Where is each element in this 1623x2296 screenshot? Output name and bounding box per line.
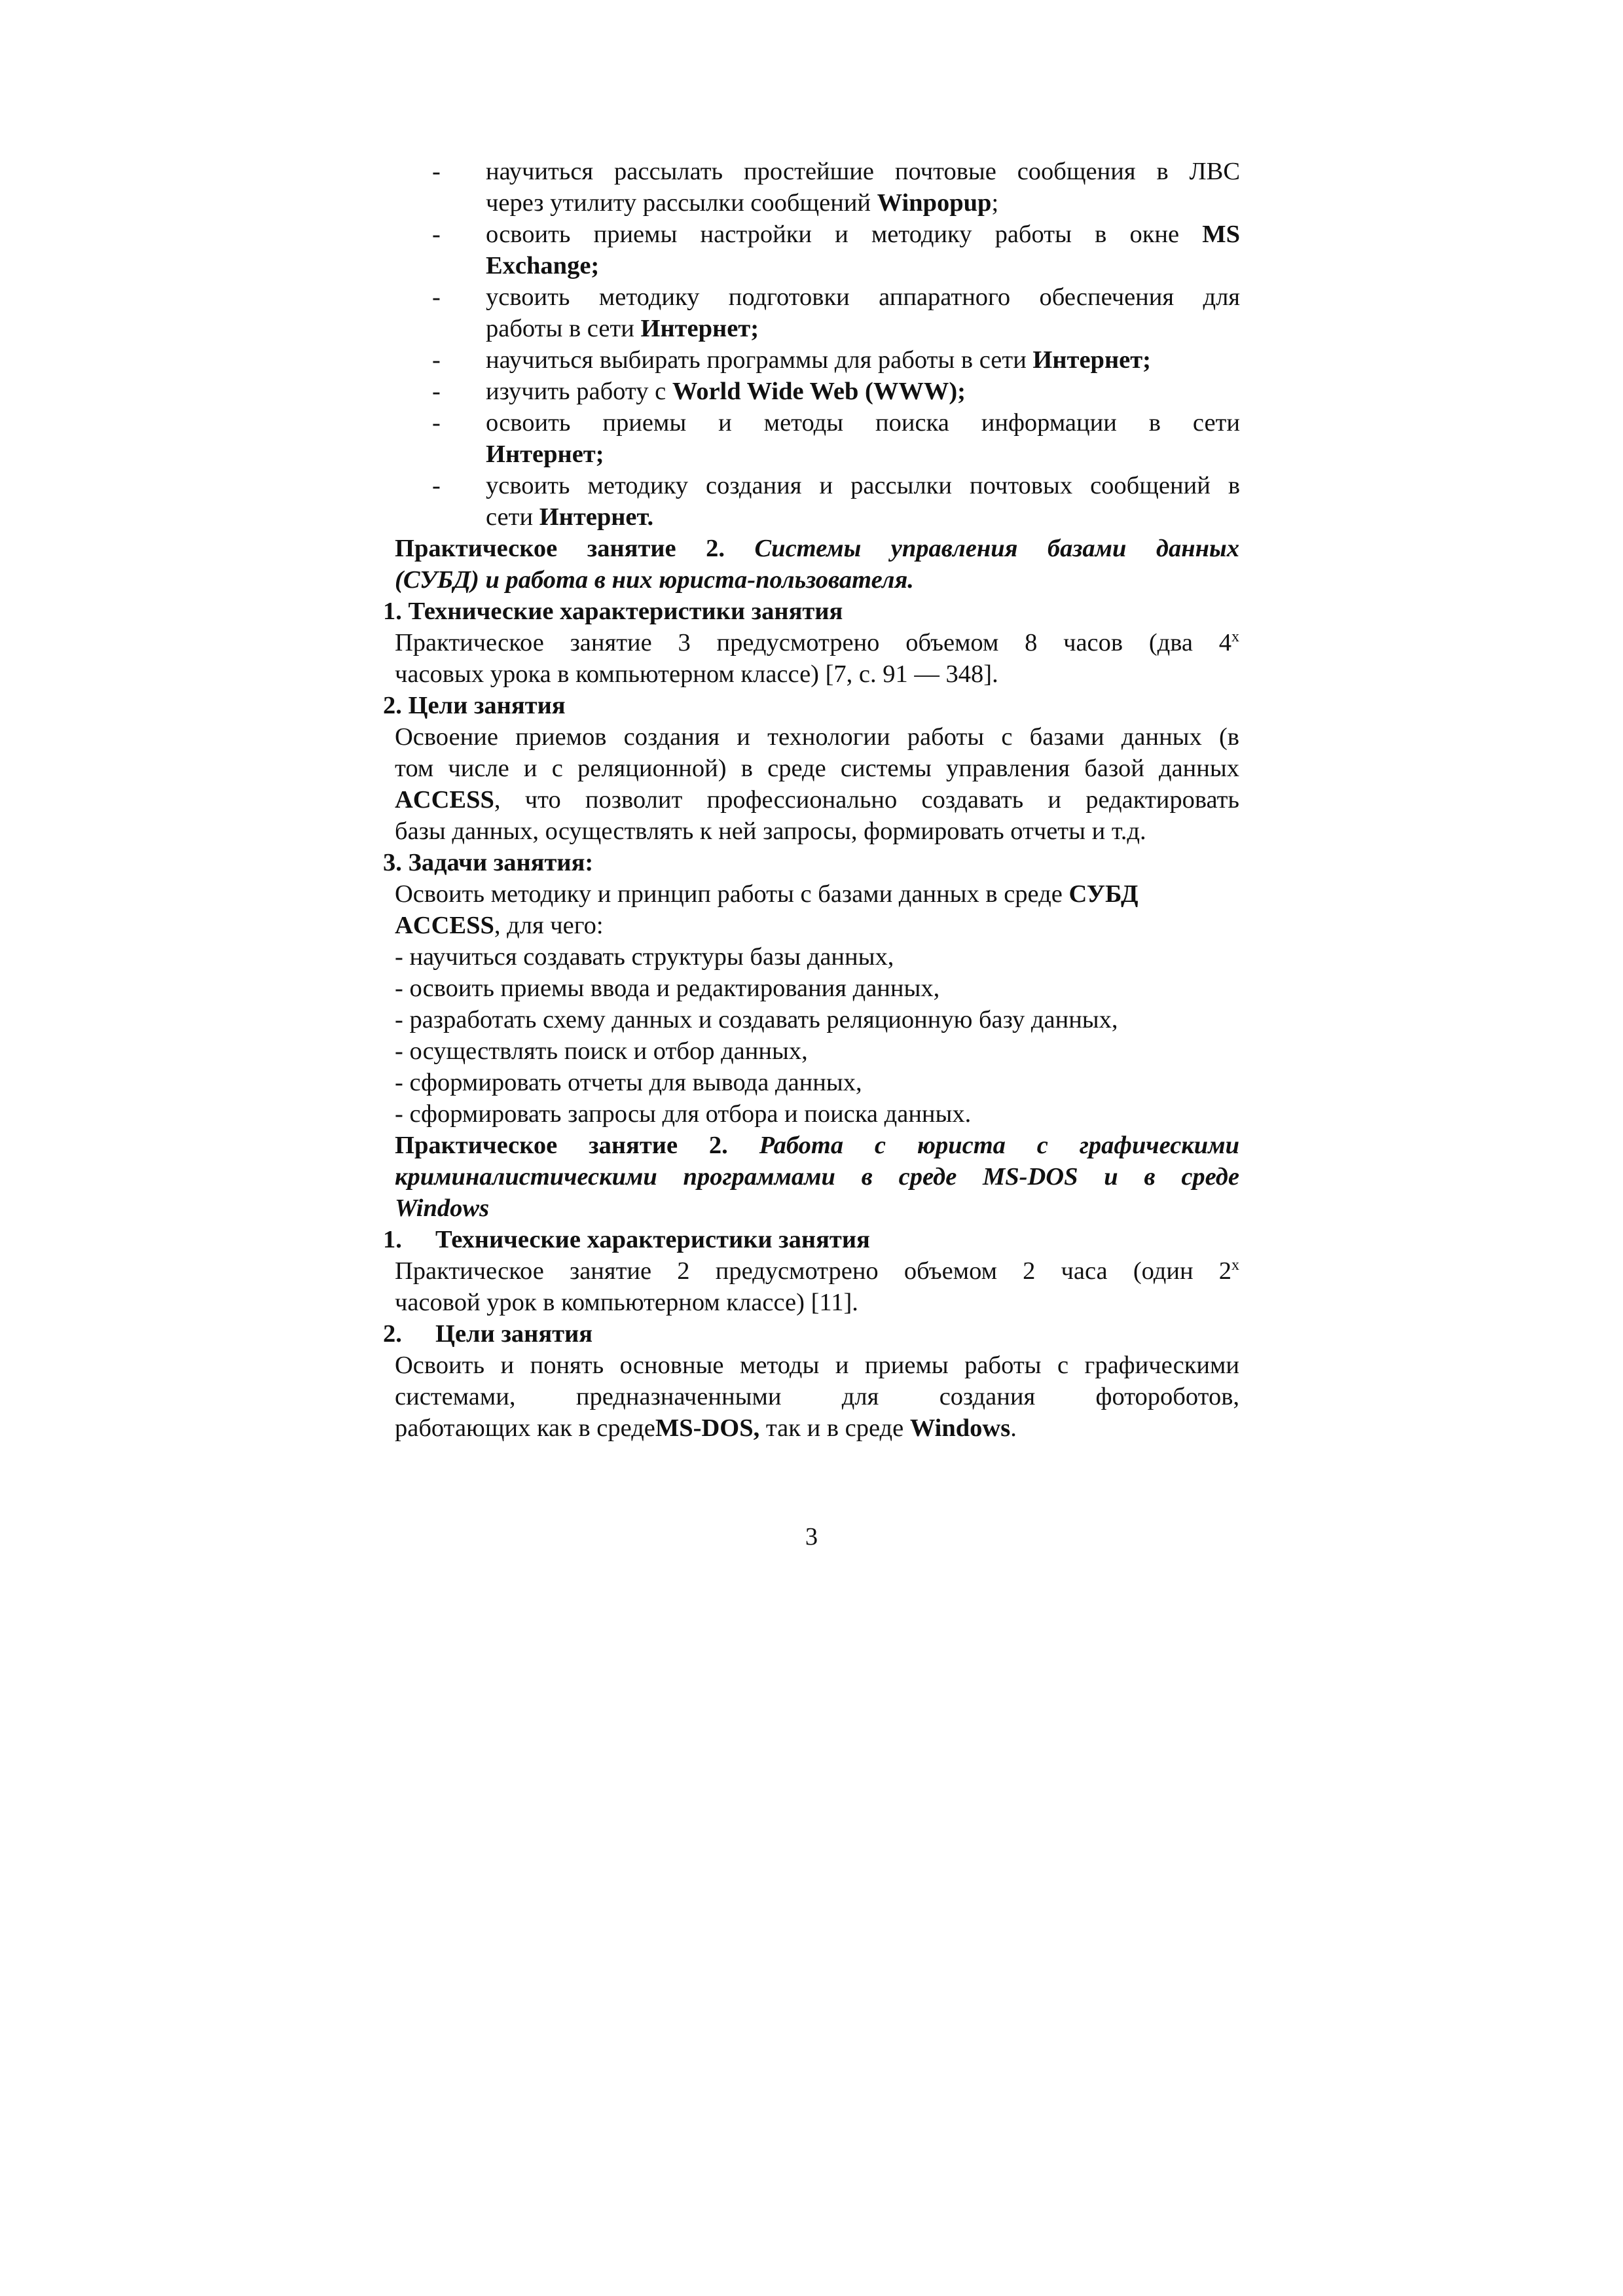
section-heading: 1. Технические характеристики занятия — [383, 598, 843, 625]
list-item: - осуществлять поиск и отбор данных, — [395, 1037, 808, 1065]
list-dash: - — [432, 221, 441, 248]
list-dash: - — [432, 346, 441, 374]
list-item: усвоить методику создания и рассылки почтовых сообщений в сети Интернет. — [486, 472, 1240, 531]
section-heading: 2. Цели занятия — [383, 692, 566, 719]
paragraph: Практическое занятие 3 предусмотрено объемом 8 часов (два $4^х$ часовых урока в компьютерном классе) [7, с. 91 — 348]. — [395, 628, 1239, 688]
section-title: Практическое занятие 2. Системы управления базами данных (СУБД) и работа в них юриста-пользователя. — [395, 535, 1239, 594]
list-dash: - — [432, 472, 441, 499]
list-item: освоить приемы настройки и методику работы в окне MS Exchange; — [486, 221, 1240, 279]
section-heading: 2. Цели занятия — [383, 1320, 593, 1348]
list-item: научиться рассылать простейшие почтовые сообщения в ЛВС через утилиту рассылки сообщений Winpopup; — [486, 158, 1240, 217]
task-list — [395, 941, 1239, 1130]
section-heading: 1. Технические характеристики занятия — [383, 1226, 870, 1253]
list-item: изучить работу с World Wide Web (WWW); — [486, 378, 966, 405]
section-heading: 3. Задачи занятия: — [383, 849, 594, 876]
list-item: - научиться создавать структуры базы данных, — [395, 943, 894, 971]
list-item: научиться выбирать программы для работы в сети Интернет; — [486, 346, 1151, 374]
list-dash: - — [432, 158, 441, 185]
list-item: - разработать схему данных и создавать реляционную базу данных, — [395, 1006, 1118, 1033]
list-item: усвоить методику подготовки аппаратного обеспечения для работы в сети Интернет; — [486, 283, 1240, 342]
paragraph: Освоить и понять основные методы и приемы работы с графическими системами, предназначенными для создания фотороботов, работающих как в средеMS-DOS, так и в среде Windows. — [395, 1352, 1239, 1442]
list-dash: - — [432, 409, 441, 437]
paragraph: Освоить методику и принцип работы с базами данных в среде СУБД ACCESS, для чего: — [395, 880, 1139, 939]
paragraph: Освоение приемов создания и технологии работы с базами данных (в том числе и с реляционной) в среде системы управления базой данных ACCESS, что позволит профессионально создавать и редактировать базы данных, осуществлять к ней запросы, формировать отчеты и т.д. — [395, 723, 1239, 845]
list-item: - освоить приемы ввода и редактирования данных, — [395, 975, 940, 1002]
paragraph: Практическое занятие 2 предусмотрено объемом 2 часа (один $2^х$ часовой урок в компьютерном классе) [11]. — [395, 1257, 1239, 1316]
section-title: Практическое занятие 2. Работа с юриста с графическими криминалистическими программами в среде MS-DOS и в среде Windows — [395, 1132, 1239, 1222]
list-dash: - — [432, 283, 441, 311]
list-item: освоить приемы и методы поиска информации в сети Интернет; — [486, 409, 1240, 468]
page-number: 3 — [805, 1523, 818, 1551]
list-item: - сформировать запросы для отбора и поиска данных. — [395, 1100, 972, 1128]
list-dash: - — [432, 378, 441, 405]
list-item: - сформировать отчеты для вывода данных, — [395, 1069, 862, 1096]
